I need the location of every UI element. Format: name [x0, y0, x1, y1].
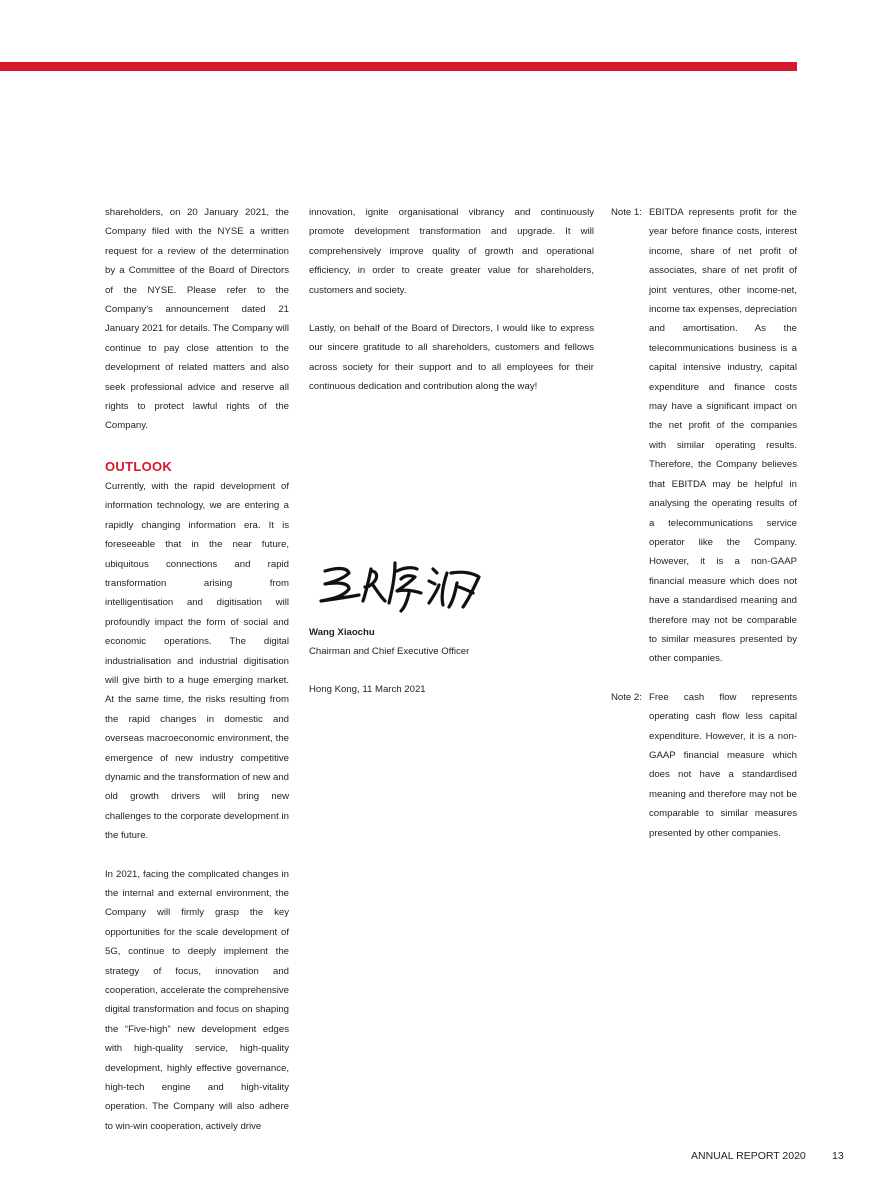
- place-date: Hong Kong, 11 March 2021: [309, 684, 426, 696]
- section-heading-outlook: OUTLOOK: [105, 458, 173, 474]
- footer-report-title: ANNUAL REPORT 2020: [691, 1150, 806, 1162]
- signer-title: Chairman and Chief Executive Officer: [309, 646, 470, 658]
- paragraph-innovation: innovation, ignite organisational vibrancy and continuously promote development transformation and upgrade. It will comprehensively improve quality of growth and operational efficiency, in order to create greater value for shareholders, customers and society.: [309, 207, 594, 296]
- note-label: Note 1:: [611, 207, 642, 218]
- note-label: Note 2:: [611, 691, 642, 703]
- paragraph-shareholders: shareholders, on 20 January 2021, the Company filed with the NYSE a written request for a review of the determination by a Committee of the Board of Directors of the NYSE. Please refer to the Company’s announcement dated 21 January 2021 for details. The Company will continue to pay close attention to the development of related matters and also seek professional advice and reserve all rights to protect lawful rights of the Company.: [105, 207, 289, 432]
- note-1: [611, 203, 797, 669]
- notes-column: [611, 203, 797, 843]
- paragraph-outlook: Currently, with the rapid development of information technology, we are entering a rapidly changing information era. It is foreseeable that in the near future, ubiquitous connections and rapid transformation arising from intelligentisation and digitisation will profoundly impact the form of social and economic operations. The digital industrialisation and industrial digitisation will give birth to a huge emerging market. At the same time, the risks resulting from the rapid changes in domestic and overseas macroeconomic environment, the emergence of new industry competitive dynamic and the transformation of new and old growth drivers will bring new challenges to the corporate development in the future.: [105, 480, 289, 842]
- left-column: [105, 203, 289, 1136]
- note-text: Free cash flow represents operating cash flow less capital expenditure. However, it is a non-GAAP financial measure which does not have a standardised meaning and therefore may not be comparable to similar measures presented by other companies.: [649, 691, 797, 839]
- top-accent-bar: [0, 62, 797, 71]
- note-text: EBITDA represents profit for the year before finance costs, interest income, share of net profit of associates, share of net profit of joint ventures, other income-net, income tax expenses, depreciation and amortisation. As the telecommunications business is a capital intensive industry, capital expenditure and finance costs may have a significant impact on the net profit of the companies with similar operating results. Therefore, the Company believes that EBITDA may be helpful in analysing the operating results of a telecommunications service operator like the Company. However, it is a non-GAAP financial measure which does not have a standardised meaning and therefore may not be comparable to similar measures presented by other companies.: [649, 207, 797, 665]
- page-number: 13: [832, 1150, 844, 1162]
- signature-image: [313, 557, 503, 615]
- note-2: [611, 688, 797, 843]
- paragraph-2021-plan: In 2021, facing the complicated changes in the internal and external environment, the Company will firmly grasp the key opportunities for the scale development of 5G, continue to deeply implement the strategy of focus, innovation and cooperation, accelerate the comprehensive digital transformation and focus on shaping the “Five-high” new development edges with high-quality service, high-quality development, highly effective governance, high-tech engine and high-vitality operation. The Company will also adhere to win-win cooperation, actively drive: [105, 868, 289, 1132]
- paragraph-gratitude: Lastly, on behalf of the Board of Directors, I would like to express our sincere gratitude to all shareholders, customers and fellows across society for their support and to all employees for their continuous dedication and contribution along the way!: [309, 323, 594, 393]
- signer-name: Wang Xiaochu: [309, 626, 375, 638]
- middle-column: [309, 203, 594, 700]
